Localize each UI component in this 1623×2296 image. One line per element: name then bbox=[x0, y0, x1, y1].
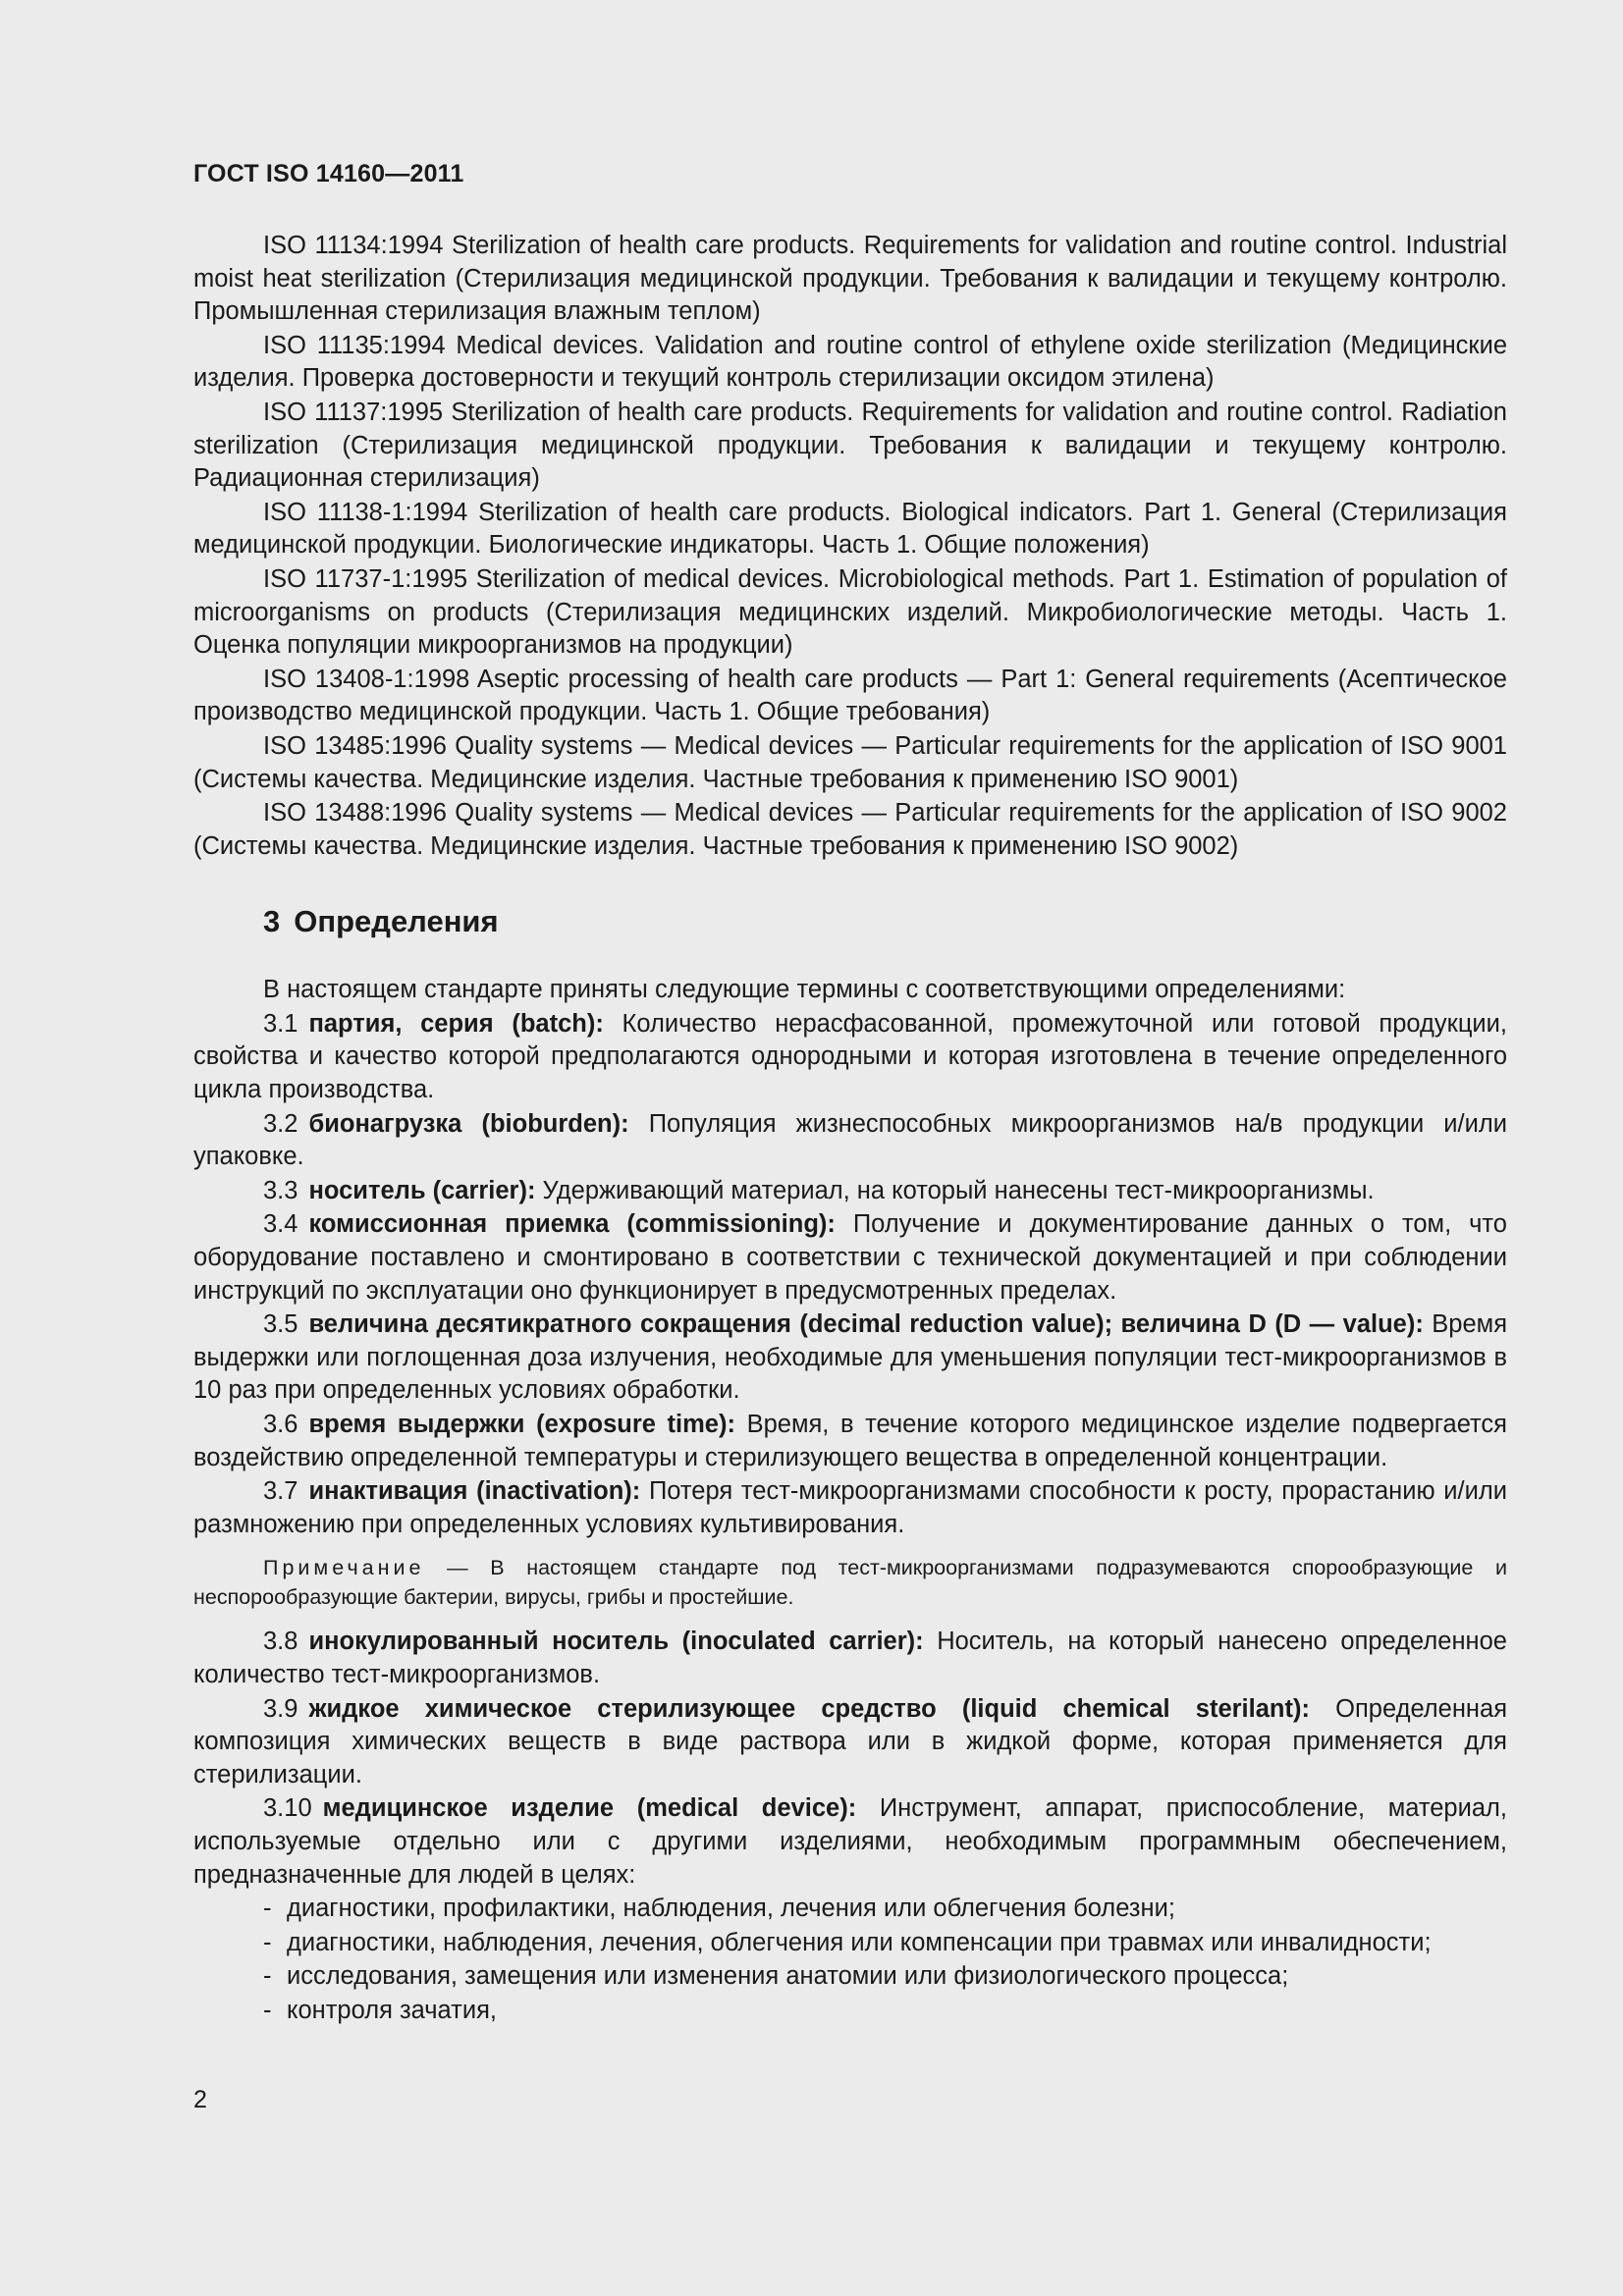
term-number: 3.4 bbox=[263, 1210, 298, 1239]
term-definition bbox=[193, 1308, 1507, 1408]
reference-item: ISO 13408-1:1998 Aseptic processing of health care products — Part 1: General requirements (Асептическое производство медицинской продукции. Часть 1. Общие требования) bbox=[193, 665, 1507, 726]
term-number: 3.5 bbox=[263, 1310, 298, 1339]
page-content bbox=[193, 230, 1507, 2029]
term-name: медицинское изделие (medical device): bbox=[322, 1794, 857, 1823]
term-name: инактивация (inactivation): bbox=[308, 1477, 641, 1506]
term-text: Количество нерасфасованной, промежуточной или готовой продукции, свойства и качество которой предполагаются однородными и которая изготовлена в течение определенного цикла производства. bbox=[193, 1009, 1508, 1104]
term-text: Время, в течение которого медицинское изделие подвергается воздействию определенной температуры и стерилизующего вещества в определенной концентрации. bbox=[193, 1411, 1507, 1471]
term-text: Удерживающий материал, на который нанесены тест-микроорганизмы. bbox=[535, 1176, 1375, 1204]
term-definition bbox=[193, 1626, 1507, 1691]
term-number: 3.3 bbox=[263, 1176, 298, 1204]
term-name: время выдержки (exposure time): bbox=[308, 1411, 735, 1438]
term-name: носитель (carrier): bbox=[308, 1176, 536, 1204]
term-name: жидкое химическое стерилизующее средство (liquid chemical sterilant): bbox=[308, 1694, 1310, 1723]
list-marker: - bbox=[263, 1962, 272, 1991]
term-definition bbox=[193, 1792, 1507, 1892]
list-item-text: контроля зачатия, bbox=[287, 1996, 497, 2024]
section-heading bbox=[263, 902, 1507, 941]
term-number: 3.8 bbox=[263, 1628, 298, 1656]
term-definition bbox=[193, 1475, 1507, 1541]
term-text: Получение и документирование данных о том, что оборудование поставлено и смонтировано в соответствии с технической документацией и при соблюдении инструкций по эксплуатации оно функционирует в предусмотренных пределах. bbox=[193, 1210, 1507, 1305]
term-text: Носитель, на который нанесено определенное количество тест-микроорганизмов. bbox=[193, 1628, 1507, 1688]
term-number: 3.9 bbox=[263, 1694, 298, 1723]
list-item-text: диагностики, профилактики, наблюдения, лечения или облегчения болезни; bbox=[287, 1895, 1175, 1923]
reference-list bbox=[193, 230, 1507, 863]
note-text: — В настоящем стандарте под тест-микроорганизмами подразумеваются спорообразующие и неспорообразующие бактерии, вирусы, грибы и простейшие. bbox=[193, 1556, 1507, 1610]
term-definition bbox=[193, 1175, 1507, 1208]
list-item bbox=[193, 1893, 1507, 1926]
term-text: Инструмент, аппарат, приспособление, материал, используемые отдельно или с другими изделиями, необходимым программным обеспечением, предназначенные для людей в целях: bbox=[193, 1794, 1507, 1889]
term-number: 3.10 bbox=[263, 1794, 312, 1823]
section-number: 3 bbox=[263, 904, 281, 939]
list-item bbox=[193, 1927, 1507, 1960]
reference-item: ISO 11138-1:1994 Sterilization of health care products. Biological indicators. Part 1. General (Стерилизация медицинской продукции. Биологические индикаторы. Часть 1. Общие положения) bbox=[193, 498, 1507, 560]
list-item-text: диагностики, наблюдения, лечения, облегчения или компенсации при травмах или инвалидности; bbox=[287, 1928, 1432, 1956]
term-definition bbox=[193, 1108, 1507, 1174]
reference-item: ISO 11737-1:1995 Sterilization of medical devices. Microbiological methods. Part 1. Estimation of population of microorganisms on products (Стерилизация медицинских изделий. Микробиологические методы. Часть 1. Оценка популяции микроорганизмов на продукции) bbox=[193, 564, 1507, 660]
term-text: Определенная композиция химических веществ в виде раствора или в жидкой форме, которая применяется для стерилизации. bbox=[193, 1694, 1507, 1789]
term-number: 3.7 bbox=[263, 1477, 298, 1506]
list-item bbox=[193, 1995, 1507, 2028]
term-number: 3.6 bbox=[263, 1411, 298, 1438]
list-marker: - bbox=[263, 1895, 272, 1923]
reference-item: ISO 11135:1994 Medical devices. Validation and routine control of ethylene oxide sterilization (Медицинские изделия. Проверка достоверности и текущий контроль стерилизации оксидом этилена) bbox=[193, 331, 1507, 393]
term-name: бионагрузка (bioburden): bbox=[308, 1109, 629, 1138]
section-intro: В настоящем стандарте приняты следующие термины с соответствующими определениями: bbox=[263, 976, 1346, 1004]
term-definition bbox=[193, 1693, 1507, 1792]
list-marker: - bbox=[263, 1996, 272, 2024]
reference-item: ISO 11137:1995 Sterilization of health care products. Requirements for validation and routine control. Radiation sterilization (Стерилизация медицинской продукции. Требования к валидации и текущему контролю. Радиационная стерилизация) bbox=[193, 398, 1507, 493]
term-name: комиссионная приемка (commissioning): bbox=[308, 1210, 836, 1239]
list-item bbox=[193, 1960, 1507, 1994]
term-name: инокулированный носитель (inoculated carrier): bbox=[308, 1628, 924, 1656]
term-number: 3.1 bbox=[263, 1009, 298, 1038]
reference-item: ISO 13488:1996 Quality systems — Medical devices — Particular requirements for the application of ISO 9002 (Системы качества. Медицинские изделия. Частные требования к применению ISO 9002) bbox=[193, 799, 1507, 860]
list-item-text: исследования, замещения или изменения анатомии или физиологического процесса; bbox=[287, 1962, 1289, 1991]
term-text: Время выдержки или поглощенная доза излучения, необходимые для уменьшения популяции тест-микроорганизмов в 10 раз при определенных условиях обработки. bbox=[193, 1310, 1507, 1405]
term-definition bbox=[193, 1409, 1507, 1474]
term-definition bbox=[193, 1208, 1507, 1308]
note-label: Примечание bbox=[263, 1556, 425, 1580]
document-header: ГОСТ ISO 14160—2011 bbox=[193, 160, 464, 187]
list-marker: - bbox=[263, 1928, 272, 1956]
term-text: Популяция жизнеспособных микроорганизмов на/в продукции и/или упаковке. bbox=[193, 1109, 1507, 1171]
section-title: Определения bbox=[294, 904, 499, 939]
term-number: 3.2 bbox=[263, 1109, 298, 1138]
note bbox=[193, 1553, 1507, 1612]
purpose-list bbox=[193, 1893, 1507, 2027]
term-name: величина десятикратного сокращения (decimal reduction value); величина D (D — value): bbox=[308, 1310, 1424, 1339]
term-name: партия, серия (batch): bbox=[308, 1009, 604, 1038]
term-text: Потеря тест-микроорганизмами способности к росту, прорастанию и/или размножению при определенных условиях культивирования. bbox=[193, 1477, 1507, 1538]
term-definition bbox=[193, 1008, 1507, 1107]
page-number: 2 bbox=[193, 2086, 207, 2113]
reference-item: ISO 11134:1994 Sterilization of health care products. Requirements for validation and routine control. Industrial moist heat sterilization (Стерилизация медицинской продукции. Требования к валидации и текущему контролю. Промышленная стерилизация влажным теплом) bbox=[193, 232, 1507, 326]
reference-item: ISO 13485:1996 Quality systems — Medical devices — Particular requirements for the application of ISO 9001 (Системы качества. Медицинские изделия. Частные требования к применению ISO 9001) bbox=[193, 731, 1507, 793]
